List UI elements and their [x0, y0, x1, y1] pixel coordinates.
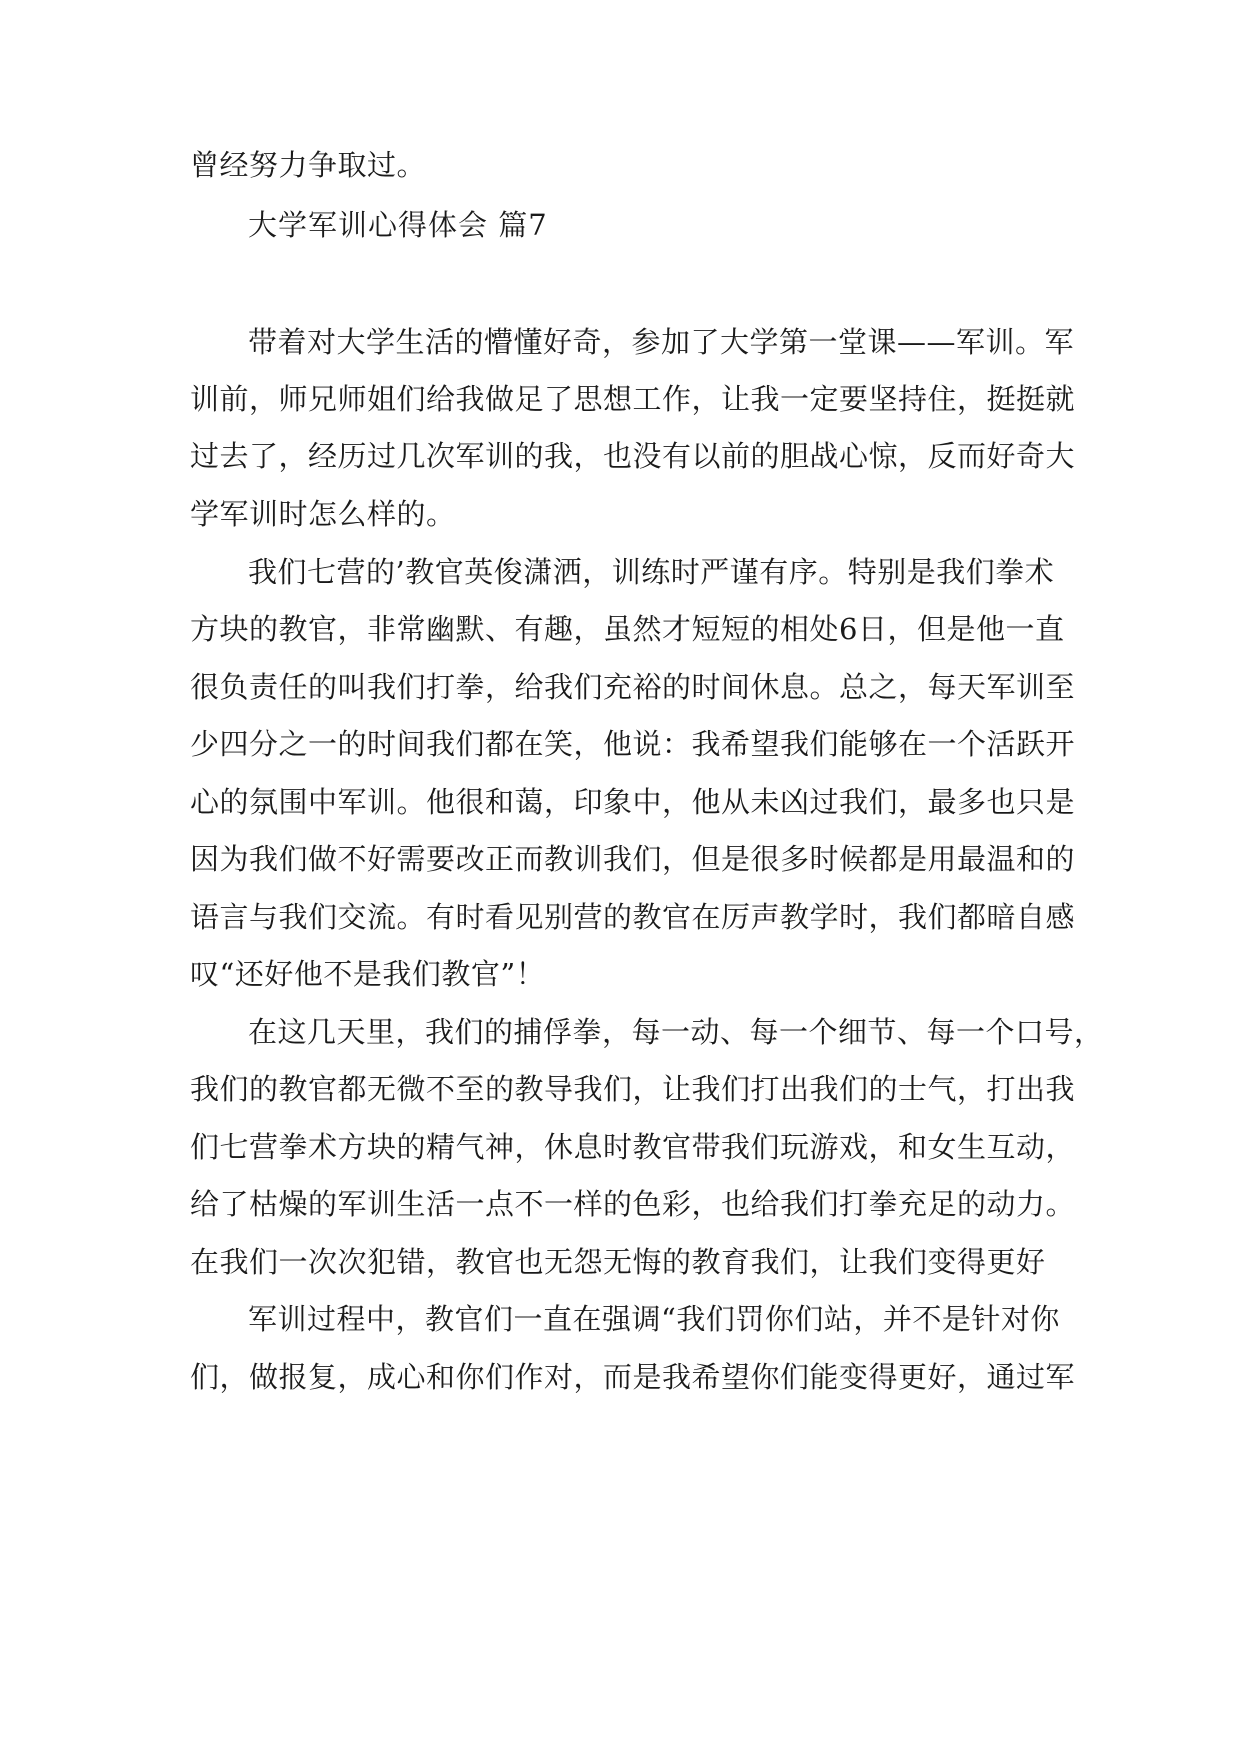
- text-line: 学军训时怎么样的。: [190, 497, 456, 531]
- text-line: 叹“还好他不是我们教官”！: [190, 957, 546, 991]
- text-line: 在这几天里，我们的捕俘拳，每一动、每一个细节、每一个口号，: [248, 1015, 1104, 1049]
- text-line: 给了枯燥的军训生活一点不一样的色彩，也给我们打拳充足的动力。: [190, 1187, 1076, 1221]
- text-line: 我们七营的’教官英俊潇洒，训练时严谨有序。特别是我们拳术: [248, 555, 1055, 589]
- text-line: 语言与我们交流。有时看见别营的教官在厉声教学时，我们都暗自感: [190, 900, 1076, 934]
- text-line: 因为我们做不好需要改正而教训我们，但是很多时候都是用最温和的: [190, 842, 1076, 876]
- text-line: 心的氛围中军训。他很和蔼，印象中，他从未凶过我们，最多也只是: [190, 785, 1076, 819]
- text-line: 我们的教官都无微不至的教导我们，让我们打出我们的士气，打出我: [190, 1072, 1076, 1106]
- text-line: 少四分之一的时间我们都在笑，他说：我希望我们能够在一个活跃开: [190, 727, 1076, 761]
- text-line: 很负责任的叫我们打拳，给我们充裕的时间休息。总之，每天军训至: [190, 670, 1076, 704]
- text-line: 带着对大学生活的懵懂好奇，参加了大学第一堂课——军训。军: [248, 325, 1075, 359]
- text-line: 在我们一次次犯错，教官也无怨无悔的教育我们，让我们变得更好: [190, 1245, 1046, 1279]
- text-line: 训前，师兄师姐们给我做足了思想工作，让我一定要坚持住，挺挺就: [190, 382, 1076, 416]
- text-line: 曾经努力争取过。: [190, 148, 427, 182]
- text-line: 过去了，经历过几次军训的我，也没有以前的胆战心惊，反而好奇大: [190, 439, 1076, 473]
- text-line: 方块的教官，非常幽默、有趣，虽然才短短的相处6日，但是他一直: [190, 612, 1065, 646]
- text-line: 们七营拳术方块的精气神，休息时教官带我们玩游戏，和女生互动，: [190, 1130, 1076, 1164]
- text-line: 们，做报复，成心和你们作对，而是我希望你们能变得更好，通过军: [190, 1360, 1076, 1394]
- text-line: 军训过程中，教官们一直在强调“我们罚你们站，并不是针对你: [248, 1302, 1060, 1336]
- section-heading: 大学军训心得体会 篇7: [248, 208, 548, 242]
